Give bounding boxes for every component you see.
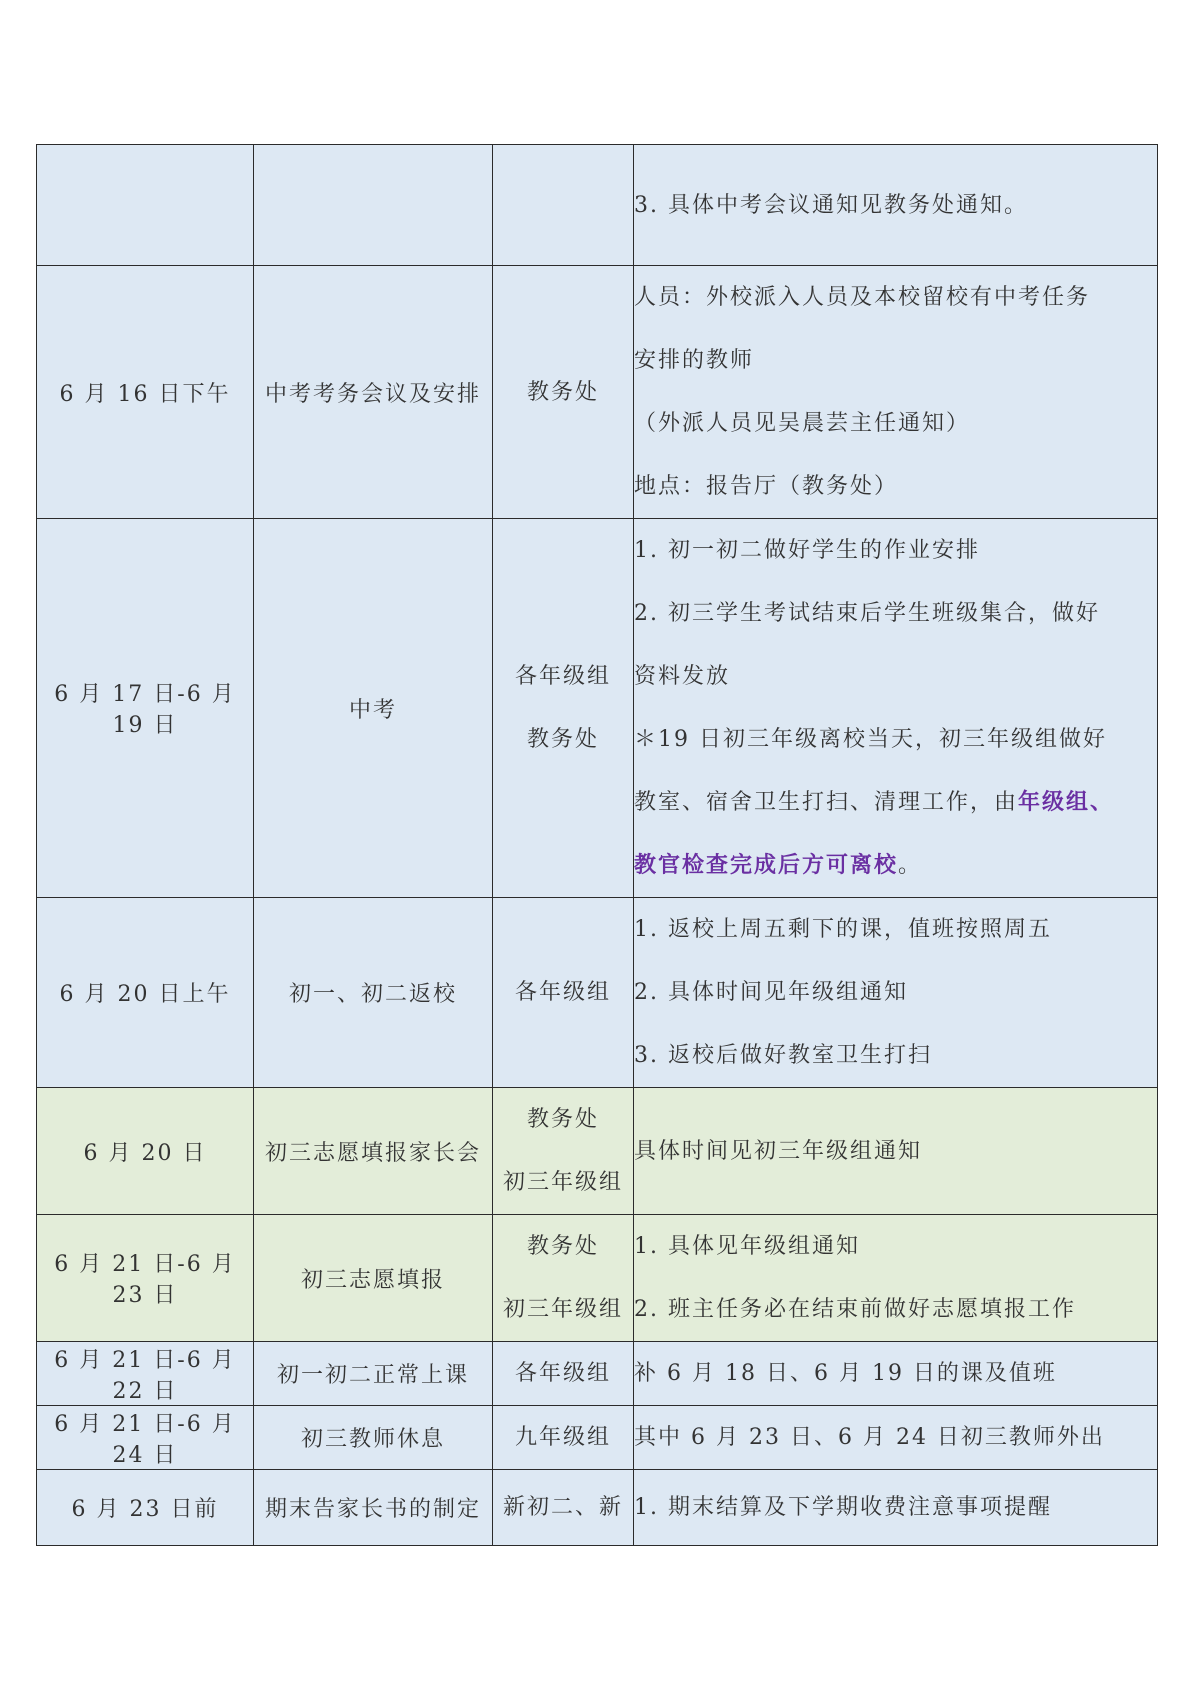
item-cell: 初一初二正常上课: [254, 1342, 493, 1406]
note-highlight: 教官检查完成后方可离校: [634, 852, 899, 878]
table-row: [37, 266, 1158, 519]
item-cell: [254, 145, 493, 266]
dept-line: 教务处: [526, 1107, 599, 1132]
note-line: [634, 834, 1157, 897]
note-line: 1. 返校上周五剩下的课，值班按照周五: [634, 917, 1052, 942]
note-cell: [634, 1470, 1158, 1546]
dept-cell: [493, 266, 634, 519]
note-line: 人员：外校派入人员及本校留校有中考任务: [634, 285, 1091, 310]
note-line: 1. 期末结算及下学期收费注意事项提醒: [634, 1495, 1052, 1520]
item-cell: 中考: [254, 519, 493, 898]
dept-line: 九年级组: [514, 1425, 611, 1450]
note-cell: [634, 898, 1158, 1088]
note-line: 3. 具体中考会议通知见教务处通知。: [634, 192, 1028, 218]
note-cell: [634, 1406, 1158, 1470]
note-line: 具体时间见初三年级组通知: [634, 1138, 923, 1164]
item-cell: 初三志愿填报家长会: [254, 1088, 493, 1215]
date-cell: 6 月 20 日: [37, 1088, 254, 1215]
date-cell: [37, 145, 254, 266]
table-row: [37, 1088, 1158, 1215]
dept-line: 初三年级组: [502, 1297, 623, 1322]
date-cell: 6 月 21 日-6 月 24 日: [37, 1406, 254, 1470]
dept-line: 各年级组: [514, 664, 611, 689]
table-row: [37, 1406, 1158, 1470]
dept-cell: [493, 1406, 634, 1470]
item-cell: 初三志愿填报: [254, 1215, 493, 1342]
table-row: [37, 1215, 1158, 1342]
note-line: 资料发放: [634, 664, 731, 689]
note-line: [634, 771, 1157, 834]
note-cell: [634, 145, 1158, 266]
dept-cell: [493, 1342, 634, 1406]
date-cell: 6 月 23 日前: [37, 1470, 254, 1546]
dept-line: 教务处: [526, 379, 599, 405]
dept-cell: [493, 145, 634, 266]
date-cell: 6 月 21 日-6 月 22 日: [37, 1342, 254, 1406]
dept-line: 教务处: [526, 727, 599, 752]
dept-cell: [493, 1088, 634, 1215]
note-cell: [634, 1342, 1158, 1406]
note-cell: [634, 1215, 1158, 1342]
note-line: ＊19 日初三年级离校当天，初三年级组做好: [634, 727, 1107, 752]
note-line: （外派人员见吴晨芸主任通知）: [634, 411, 971, 436]
note-line: 2. 具体时间见年级组通知: [634, 980, 908, 1005]
dept-cell: [493, 1215, 634, 1342]
date-cell: 6 月 21 日-6 月 23 日: [37, 1215, 254, 1342]
table-row: [37, 1342, 1158, 1406]
item-cell: 中考考务会议及安排: [254, 266, 493, 519]
date-cell: 6 月 20 日上午: [37, 898, 254, 1088]
item-cell: 初一、初二返校: [254, 898, 493, 1088]
date-cell: 6 月 16 日下午: [37, 266, 254, 519]
dept-line: 初三年级组: [502, 1170, 623, 1195]
note-line: 1. 初一初二做好学生的作业安排: [634, 538, 980, 563]
note-line: 地点：报告厅（教务处）: [634, 474, 899, 499]
table-row: [37, 1470, 1158, 1546]
table-row: [37, 145, 1158, 266]
dept-line: 教务处: [526, 1234, 599, 1259]
table-row: [37, 519, 1158, 898]
dept-cell: [493, 519, 634, 898]
dept-line: 新初二、新: [502, 1495, 623, 1520]
note-line: 安排的教师: [634, 348, 755, 373]
dept-cell: [493, 898, 634, 1088]
note-text: 。: [898, 853, 923, 878]
note-line: 其中 6 月 23 日、6 月 24 日初三教师外出: [634, 1425, 1105, 1450]
note-cell: [634, 1088, 1158, 1215]
schedule-table: [36, 144, 1158, 1546]
note-cell: [634, 519, 1158, 898]
dept-line: 各年级组: [514, 1361, 611, 1386]
note-line: 3. 返校后做好教室卫生打扫: [634, 1043, 932, 1068]
note-highlight: 年级组、: [1018, 789, 1115, 815]
note-line: 补 6 月 18 日、6 月 19 日的课及值班: [634, 1361, 1057, 1386]
note-cell: [634, 266, 1158, 519]
item-cell: 初三教师休息: [254, 1406, 493, 1470]
dept-line: 各年级组: [514, 980, 611, 1005]
table-row: [37, 898, 1158, 1088]
note-line: 2. 班主任务必在结束前做好志愿填报工作: [634, 1297, 1076, 1322]
dept-cell: [493, 1470, 634, 1546]
note-line: 2. 初三学生考试结束后学生班级集合，做好: [634, 601, 1100, 626]
note-text: 教室、宿舍卫生打扫、清理工作，由: [634, 790, 1019, 815]
note-line: 1. 具体见年级组通知: [634, 1234, 860, 1259]
item-cell: 期末告家长书的制定: [254, 1470, 493, 1546]
date-cell: 6 月 17 日-6 月 19 日: [37, 519, 254, 898]
